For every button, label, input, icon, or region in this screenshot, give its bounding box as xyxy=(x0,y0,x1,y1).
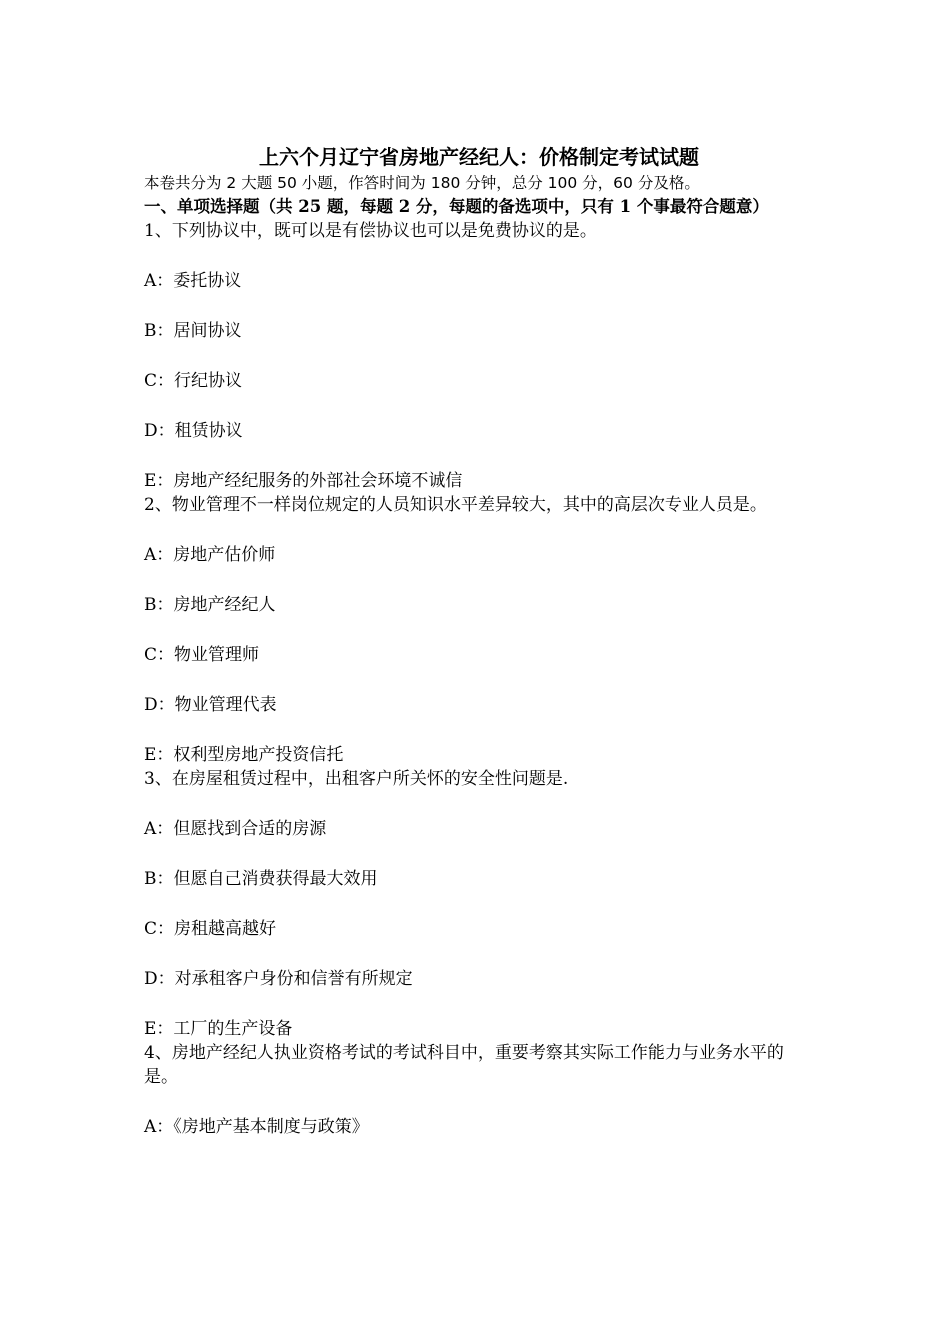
question-text: 2、物业管理不一样岗位规定的人员知识水平差异较大，其中的高层次专业人员是。 xyxy=(144,495,767,515)
option-e: E：房地产经纪服务的外部社会环境不诚信 xyxy=(144,471,463,491)
question-1 xyxy=(144,219,814,493)
question-3 xyxy=(144,767,814,1041)
option-c: C：房租越高越好 xyxy=(144,919,277,939)
question-text: 4、房地产经纪人执业资格考试的考试科目中，重要考察其实际工作能力与业务水平的是。 xyxy=(144,1043,784,1087)
question-2 xyxy=(144,493,814,767)
exam-intro: 本卷共分为 2 大题 50 小题，作答时间为 180 分钟，总分 100 分，60 分及格。 xyxy=(144,174,700,192)
section-heading: 一、单项选择题（共 25 题，每题 2 分，每题的备选项中，只有 1 个事最符合题意） xyxy=(144,197,769,216)
option-e: E：权利型房地产投资信托 xyxy=(144,745,344,765)
option-a: A：委托协议 xyxy=(144,271,242,291)
question-text: 1、下列协议中，既可以是有偿协议也可以是免费协议的是。 xyxy=(144,221,597,241)
option-d: D：物业管理代表 xyxy=(144,695,277,715)
option-d: D：对承租客户身份和信誉有所规定 xyxy=(144,969,413,989)
document-title: 上六个月辽宁省房地产经纪人：价格制定考试试题 xyxy=(259,145,699,169)
option-d: D：租赁协议 xyxy=(144,421,243,441)
option-b: B：但愿自己消费获得最大效用 xyxy=(144,869,378,889)
option-b: B：居间协议 xyxy=(144,321,242,341)
option-a: A：但愿找到合适的房源 xyxy=(144,819,327,839)
question-text: 3、在房屋租赁过程中，出租客户所关怀的安全性问题是. xyxy=(144,769,569,789)
document-page xyxy=(144,143,814,1139)
question-4 xyxy=(144,1041,814,1139)
option-a: A：《房地产基本制度与政策》 xyxy=(144,1117,369,1137)
option-b: B：房地产经纪人 xyxy=(144,595,276,615)
option-c: C：物业管理师 xyxy=(144,645,260,665)
option-c: C：行纪协议 xyxy=(144,371,243,391)
option-e: E：工厂的生产设备 xyxy=(144,1019,293,1039)
option-a: A：房地产估价师 xyxy=(144,545,276,565)
